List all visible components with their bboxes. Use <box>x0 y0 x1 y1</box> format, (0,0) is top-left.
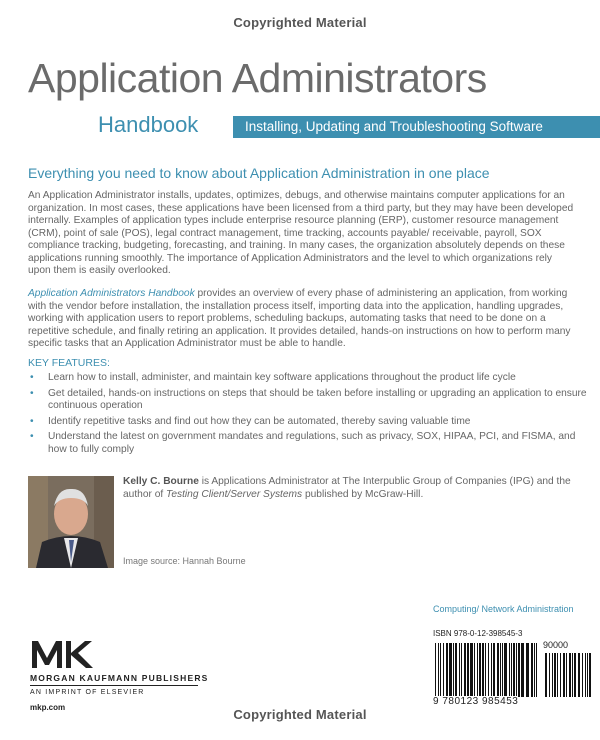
author-portrait-icon <box>28 476 114 568</box>
key-features-list <box>28 372 588 459</box>
bullet-icon: • <box>30 387 34 399</box>
bullet-icon: • <box>30 415 34 427</box>
description-paragraph-1: An Application Administrator installs, updates, optimizes, debugs, and otherwise maintains computer applications for an organization. In most cases, these applications have been licensed from a third party, but they may have been developed internally. Examples of application types include enterprise resource planning (ERP), customer resource management (CRM), point of sale (POS), legal contract management, time tracking, accounts payable/ receivable, payroll, SOX compliance tracking, budgeting, forecasting, and training. In many cases, the organization absolutely depends on these applications running smoothly. The importance of Application Administrators and the level to which organizations rely upon them is easily overlooked. <box>28 190 574 276</box>
price-code: 90000 <box>543 640 569 650</box>
imprint-text: AN IMPRINT OF ELSEVIER <box>30 689 145 696</box>
bullet-icon: • <box>30 372 34 383</box>
book-title-italic: Application Administrators Handbook <box>28 288 195 299</box>
author-name: Kelly C. Bourne <box>123 476 199 487</box>
publisher-name: MORGAN KAUFMANN PUBLISHERS <box>30 673 209 683</box>
copyright-bottom: Copyrighted Material <box>233 707 367 722</box>
bullet-icon: • <box>30 431 34 442</box>
book-subtitle: Handbook <box>98 112 199 137</box>
paragraph-2-text: provides an overview of every phase of administering an application, from working with the vendor before installation, the installation process itself, importing data into the application, handling upgrades, working with application users to report problems, scheduling backups, automating tasks that need to be done on a repetitive schedule, and finally retiring an application. It provides detailed, hands-on instructions on how to perform many specific tasks that an Application Administrator must be able to handle. <box>28 288 571 349</box>
barcode-digits: 9 780123 985453 <box>433 696 519 707</box>
key-features-heading: KEY FEATURES: <box>28 357 110 369</box>
image-source-credit: Image source: Hannah Bourne <box>123 556 246 566</box>
isbn-label: ISBN 978-0-12-398545-3 <box>433 629 523 638</box>
tagline: Everything you need to know about Application Administration in one place <box>28 165 490 181</box>
author-book-title: Testing Client/Server Systems <box>166 488 303 500</box>
list-item: • Get detailed, hands-on instructions on steps that should be taken before installing or upgrading an application to ensure continuous operation <box>30 387 587 411</box>
book-category: Computing/ Network Administration <box>433 604 574 614</box>
subtitle-banner <box>233 116 600 138</box>
book-title: Application Administrators <box>28 55 487 101</box>
description-paragraph-2 <box>28 288 576 351</box>
mk-logo-icon <box>30 638 100 670</box>
author-photo <box>28 476 114 568</box>
list-item: • Learn how to install, administer, and maintain key software applications throughout the product life cycle <box>30 372 516 383</box>
list-item: • Understand the latest on government mandates and regulations, such as privacy, SOX, HIPAA, PCI, and FISMA, and how to fully comply <box>30 431 576 455</box>
publisher-divider <box>30 685 198 686</box>
banner-text: Installing, Updating and Troubleshooting Software <box>245 119 543 134</box>
publisher-website: mkp.com <box>30 703 66 712</box>
copyright-top: Copyrighted Material <box>233 15 367 30</box>
author-bio: Kelly C. Bourne is Applications Administrator at The Interpublic Group of Companies (IPG) and the author of Testing Client/Server Systems published by McGraw-Hill. <box>123 476 571 500</box>
list-item: • Identify repetitive tasks and find out how they can be automated, thereby saving valuable time <box>30 415 471 427</box>
